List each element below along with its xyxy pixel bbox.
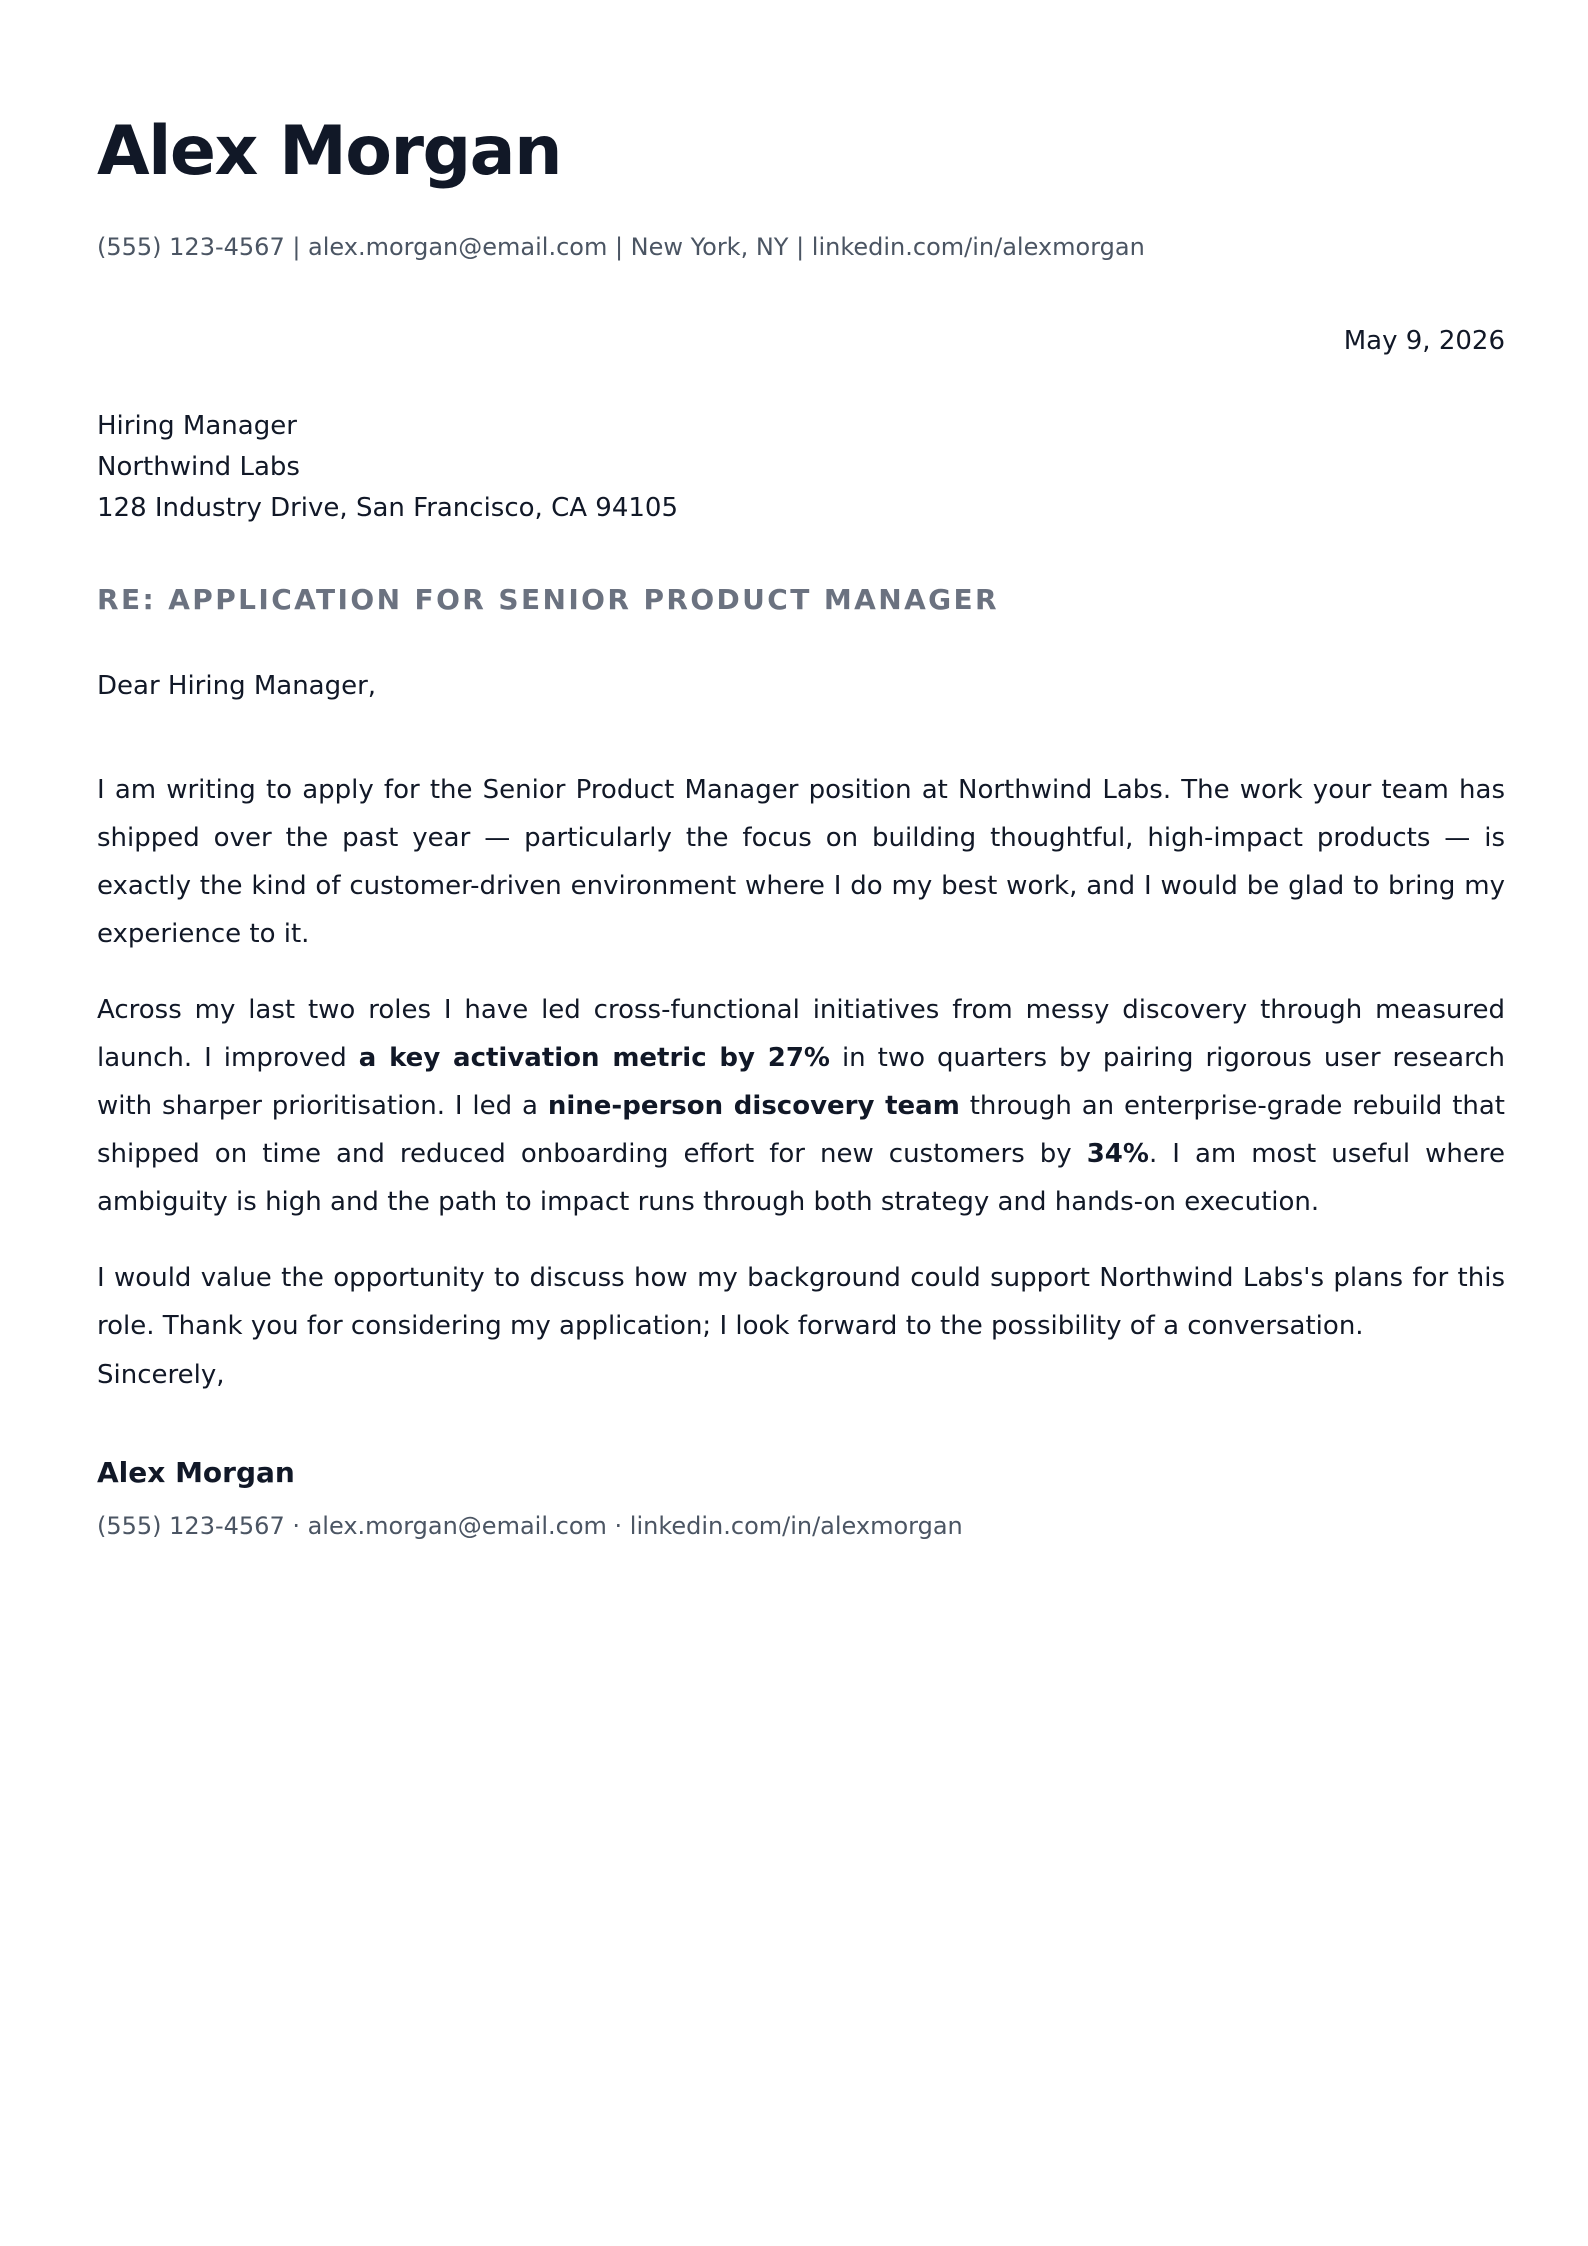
- subject-line: RE: APPLICATION FOR SENIOR PRODUCT MANAGER: [97, 583, 1000, 616]
- paragraph-text: Across my last two roles I have led cross-functional initiatives from messy discovery through measured launch. I improved: [97, 995, 1505, 1073]
- body-paragraph-1: I am writing to apply for the Senior Product Manager position at Northwind Labs. The work your team has shipped over the past year — particularly the focus on building thoughtful, high-impact products — is exactly the kind of customer-driven environment where I do my best work, and I would be glad to bring my experience to it.: [97, 775, 1505, 949]
- body-paragraph-3: I would value the opportunity to discuss how my background could support Northwind Labs's plans for this role. Thank you for considering my application; I look forward to the possibility of a conversation.: [97, 1263, 1505, 1341]
- paragraph-text: . I am most useful where ambiguity is high and the path to impact runs through both strategy and hands-on execution.: [97, 1139, 1505, 1217]
- paragraph-text: through an enterprise-grade rebuild that shipped on time and reduced onboarding effort for new customers by: [97, 1091, 1505, 1169]
- signature-contact-line: (555) 123-4567 · alex.morgan@email.com · linkedin.com/in/alexmorgan: [97, 1512, 963, 1540]
- recipient-address: 128 Industry Drive, San Francisco, CA 94105: [97, 493, 679, 523]
- salutation: Dear Hiring Manager,: [97, 671, 377, 701]
- applicant-name: Alex Morgan: [97, 112, 561, 191]
- letter-date: May 9, 2026: [1343, 326, 1505, 356]
- highlight-discovery-team: nine-person discovery team: [547, 1091, 960, 1121]
- paragraph-text: in two quarters by pairing rigorous user research with sharper prioritisation. I led a: [97, 1043, 1505, 1121]
- highlight-activation-metric: a key activation metric by 27%: [358, 1043, 830, 1073]
- recipient-block: [97, 406, 678, 529]
- recipient-company: Northwind Labs: [97, 452, 300, 482]
- closing: Sincerely,: [97, 1360, 225, 1390]
- header-contact-line: (555) 123-4567 | alex.morgan@email.com | New York, NY | linkedin.com/in/alexmorgan: [97, 233, 1145, 261]
- recipient-title: Hiring Manager: [97, 411, 297, 441]
- signature-name: Alex Morgan: [97, 1456, 295, 1489]
- highlight-onboarding-reduction: 34%: [1086, 1139, 1149, 1169]
- body-paragraph-2: [97, 986, 1505, 1226]
